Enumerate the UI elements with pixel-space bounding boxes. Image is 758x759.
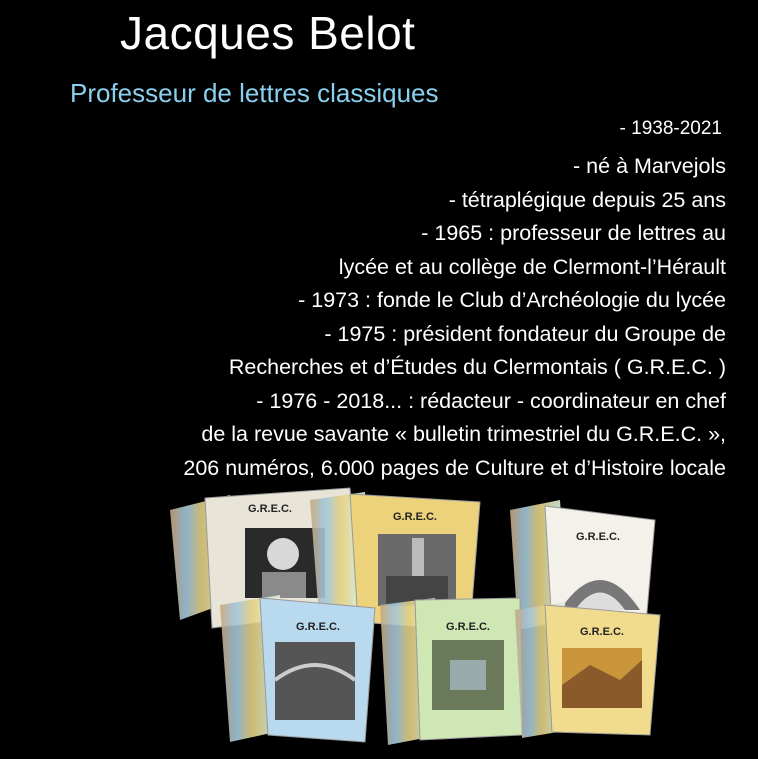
- cover-title: G.R.E.C.: [247, 503, 293, 515]
- cover-title: G.R.E.C.: [445, 621, 491, 633]
- bio-line: de la revue savante « bulletin trimestriel du G.R.E.C. »,: [201, 422, 726, 446]
- bio-line: - 1976 - 2018... : rédacteur - coordinateur en chef: [256, 388, 726, 413]
- bio-line: - 1965 : professeur de lettres au: [421, 221, 726, 245]
- bio-line: - 1975 : président fondateur du Groupe de: [324, 321, 726, 346]
- life-dates: - 1938-2021: [619, 118, 722, 139]
- cover-title: G.R.E.C.: [575, 531, 621, 543]
- bio-line: 206 numéros, 6.000 pages de Culture et d’Histoire locale: [183, 455, 726, 480]
- page-title: Jacques Belot: [120, 7, 416, 59]
- magazine-stack: [220, 595, 375, 742]
- subtitle: Professeur de lettres classiques: [70, 78, 439, 108]
- biography: [26, 150, 726, 485]
- bio-line: - né à Marvejols: [573, 154, 726, 178]
- magazine-stacks-image: [150, 480, 670, 750]
- cover-title: G.R.E.C.: [295, 621, 341, 633]
- cover-title: G.R.E.C.: [392, 511, 438, 523]
- bio-line: Recherches et d’Études du Clermontais ( G.R.E.C. ): [228, 355, 726, 379]
- bio-line: - 1973 : fonde le Club d’Archéologie du lycée: [298, 288, 726, 312]
- magazine-stack: [515, 602, 660, 738]
- bio-line: - tétraplégique depuis 25 ans: [448, 187, 726, 212]
- bio-line: lycée et au collège de Clermont-l’Hérault: [338, 254, 726, 279]
- cover-title: G.R.E.C.: [579, 626, 625, 638]
- magazine-stack: [380, 598, 522, 745]
